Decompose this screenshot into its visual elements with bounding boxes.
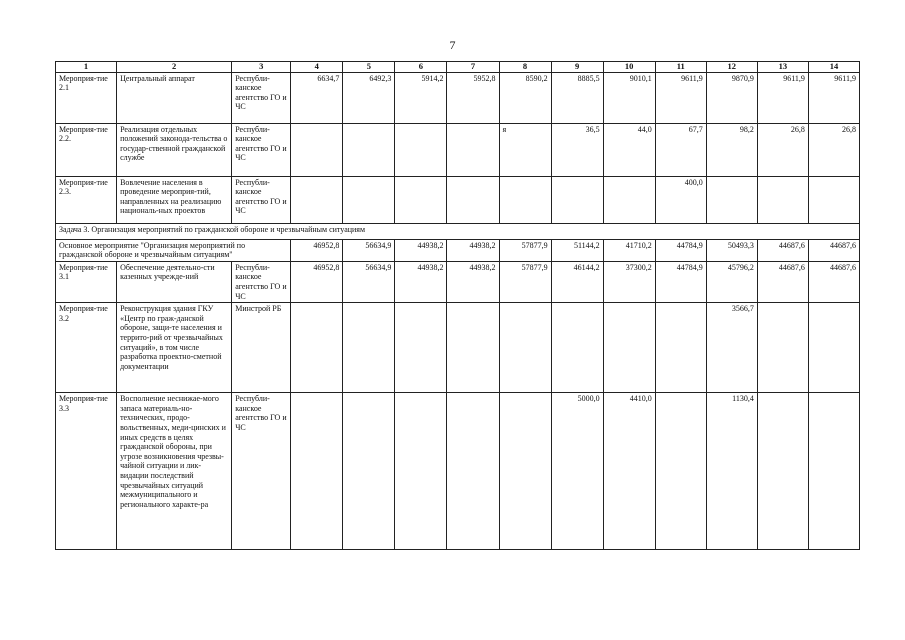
column-header: 6 [395, 62, 447, 73]
value-cell [551, 303, 603, 393]
value-cell [447, 303, 499, 393]
task-title: Задача 3. Организация мероприятий по гражданской обороне и чрезвычайным ситуациям [56, 223, 860, 239]
value-cell: 98,2 [706, 123, 757, 176]
value-cell: 51144,2 [551, 239, 603, 261]
value-cell: 36,5 [551, 123, 603, 176]
column-header: 13 [757, 62, 808, 73]
value-cell: 46952,8 [291, 261, 343, 302]
event-name: Вовлечение населения в проведение мероприя-тий, направленных на реализацию националь-ных проектов [117, 176, 232, 223]
value-cell [291, 176, 343, 223]
column-header: 8 [499, 62, 551, 73]
value-cell: 44938,2 [447, 239, 499, 261]
column-header: 3 [232, 62, 291, 73]
value-cell: 41710,2 [603, 239, 655, 261]
value-cell: 56634,9 [343, 261, 395, 302]
value-cell: я [499, 123, 551, 176]
value-cell: 1130,4 [706, 393, 757, 550]
column-header: 9 [551, 62, 603, 73]
value-cell: 67,7 [655, 123, 706, 176]
value-cell [603, 303, 655, 393]
value-cell: 9010,1 [603, 72, 655, 123]
value-cell [447, 176, 499, 223]
value-cell [603, 176, 655, 223]
table-row [56, 261, 860, 302]
column-header: 12 [706, 62, 757, 73]
value-cell [551, 176, 603, 223]
value-cell [655, 393, 706, 550]
value-cell [757, 176, 808, 223]
event-name: Реализация отдельных положений законода-тельства о государ-ственной гражданской службе [117, 123, 232, 176]
value-cell: 44938,2 [395, 239, 447, 261]
column-header: 7 [447, 62, 499, 73]
value-cell [757, 393, 808, 550]
column-header: 11 [655, 62, 706, 73]
value-cell [447, 123, 499, 176]
column-header: 4 [291, 62, 343, 73]
value-cell [808, 176, 859, 223]
value-cell: 46144,2 [551, 261, 603, 302]
value-cell [499, 176, 551, 223]
event-code: Мероприя-тие 3.3 [56, 393, 117, 550]
column-header: 1 [56, 62, 117, 73]
value-cell: 5000,0 [551, 393, 603, 550]
value-cell: 45796,2 [706, 261, 757, 302]
value-cell [395, 303, 447, 393]
value-cell [499, 393, 551, 550]
value-cell: 8885,5 [551, 72, 603, 123]
value-cell: 46952,8 [291, 239, 343, 261]
value-cell: 9611,9 [655, 72, 706, 123]
event-code: Мероприя-тие 2.1 [56, 72, 117, 123]
value-cell: 400,0 [655, 176, 706, 223]
value-cell: 56634,9 [343, 239, 395, 261]
event-executor: Республи-канское агентство ГО и ЧС [232, 393, 291, 550]
event-code: Мероприя-тие 2.3. [56, 176, 117, 223]
event-name: Обеспечение деятельно-сти казенных учрежде-ний [117, 261, 232, 302]
value-cell [291, 393, 343, 550]
main-event-row [56, 239, 860, 261]
value-cell: 5914,2 [395, 72, 447, 123]
column-header: 10 [603, 62, 655, 73]
value-cell: 37300,2 [603, 261, 655, 302]
value-cell [343, 123, 395, 176]
value-cell: 26,8 [808, 123, 859, 176]
value-cell: 50493,3 [706, 239, 757, 261]
value-cell [343, 393, 395, 550]
value-cell: 9611,9 [757, 72, 808, 123]
value-cell: 4410,0 [603, 393, 655, 550]
value-cell: 9611,9 [808, 72, 859, 123]
value-cell: 8590,2 [499, 72, 551, 123]
event-name: Центральный аппарат [117, 72, 232, 123]
table-row [56, 176, 860, 223]
event-name: Реконструкция здания ГКУ «Центр по граж-данской обороне, защи-те населения и террито-рий от чрезвычайных ситуаций», в том числе разработка проектно-сметной документации [117, 303, 232, 393]
table-row [56, 303, 860, 393]
value-cell [447, 393, 499, 550]
event-name: Восполнение неснижае-мого запаса материаль-но-технических, продо-вольственных, меди-цинских и иных средств в целях гражданской обороны, при угрозе возникновения чрезвы-чайной ситуации и лик-видации последствий чрезвычайных ситуаций межмуниципального и регионального характе-ра [117, 393, 232, 550]
value-cell [395, 176, 447, 223]
value-cell [808, 393, 859, 550]
event-code: Мероприя-тие 3.1 [56, 261, 117, 302]
value-cell: 26,8 [757, 123, 808, 176]
budget-table [55, 61, 860, 550]
value-cell: 44784,9 [655, 261, 706, 302]
value-cell [291, 303, 343, 393]
value-cell [499, 303, 551, 393]
value-cell: 6634,7 [291, 72, 343, 123]
value-cell: 44,0 [603, 123, 655, 176]
column-header: 5 [343, 62, 395, 73]
value-cell: 44784,9 [655, 239, 706, 261]
event-executor: Республи-канское агентство ГО и ЧС [232, 72, 291, 123]
value-cell: 44687,6 [808, 261, 859, 302]
value-cell [757, 303, 808, 393]
value-cell: 57877,9 [499, 261, 551, 302]
event-executor: Республи-канское агентство ГО и ЧС [232, 123, 291, 176]
event-code: Мероприя-тие 3.2 [56, 303, 117, 393]
value-cell [808, 303, 859, 393]
main-event-name: Основное мероприятие "Организация мероприятий по гражданской обороне и чрезвычайным ситуациям" [56, 239, 291, 261]
value-cell: 3566,7 [706, 303, 757, 393]
value-cell [343, 176, 395, 223]
event-code: Мероприя-тие 2.2. [56, 123, 117, 176]
value-cell [395, 393, 447, 550]
event-executor: Республи-канское агентство ГО и ЧС [232, 261, 291, 302]
event-executor: Минстрой РБ [232, 303, 291, 393]
table-row [56, 393, 860, 550]
value-cell: 44687,6 [757, 239, 808, 261]
value-cell: 6492,3 [343, 72, 395, 123]
value-cell: 44938,2 [447, 261, 499, 302]
column-header: 14 [808, 62, 859, 73]
value-cell: 57877,9 [499, 239, 551, 261]
value-cell: 44687,6 [808, 239, 859, 261]
value-cell: 9870,9 [706, 72, 757, 123]
value-cell [343, 303, 395, 393]
value-cell: 44687,6 [757, 261, 808, 302]
value-cell [706, 176, 757, 223]
table-row [56, 72, 860, 123]
task-row [56, 223, 860, 239]
value-cell: 5952,8 [447, 72, 499, 123]
value-cell [655, 303, 706, 393]
event-executor: Республи-канское агентство ГО и ЧС [232, 176, 291, 223]
value-cell: 44938,2 [395, 261, 447, 302]
page-number: 7 [449, 38, 456, 52]
column-header: 2 [117, 62, 232, 73]
table-row [56, 123, 860, 176]
value-cell [395, 123, 447, 176]
value-cell [291, 123, 343, 176]
header-row [56, 62, 860, 73]
